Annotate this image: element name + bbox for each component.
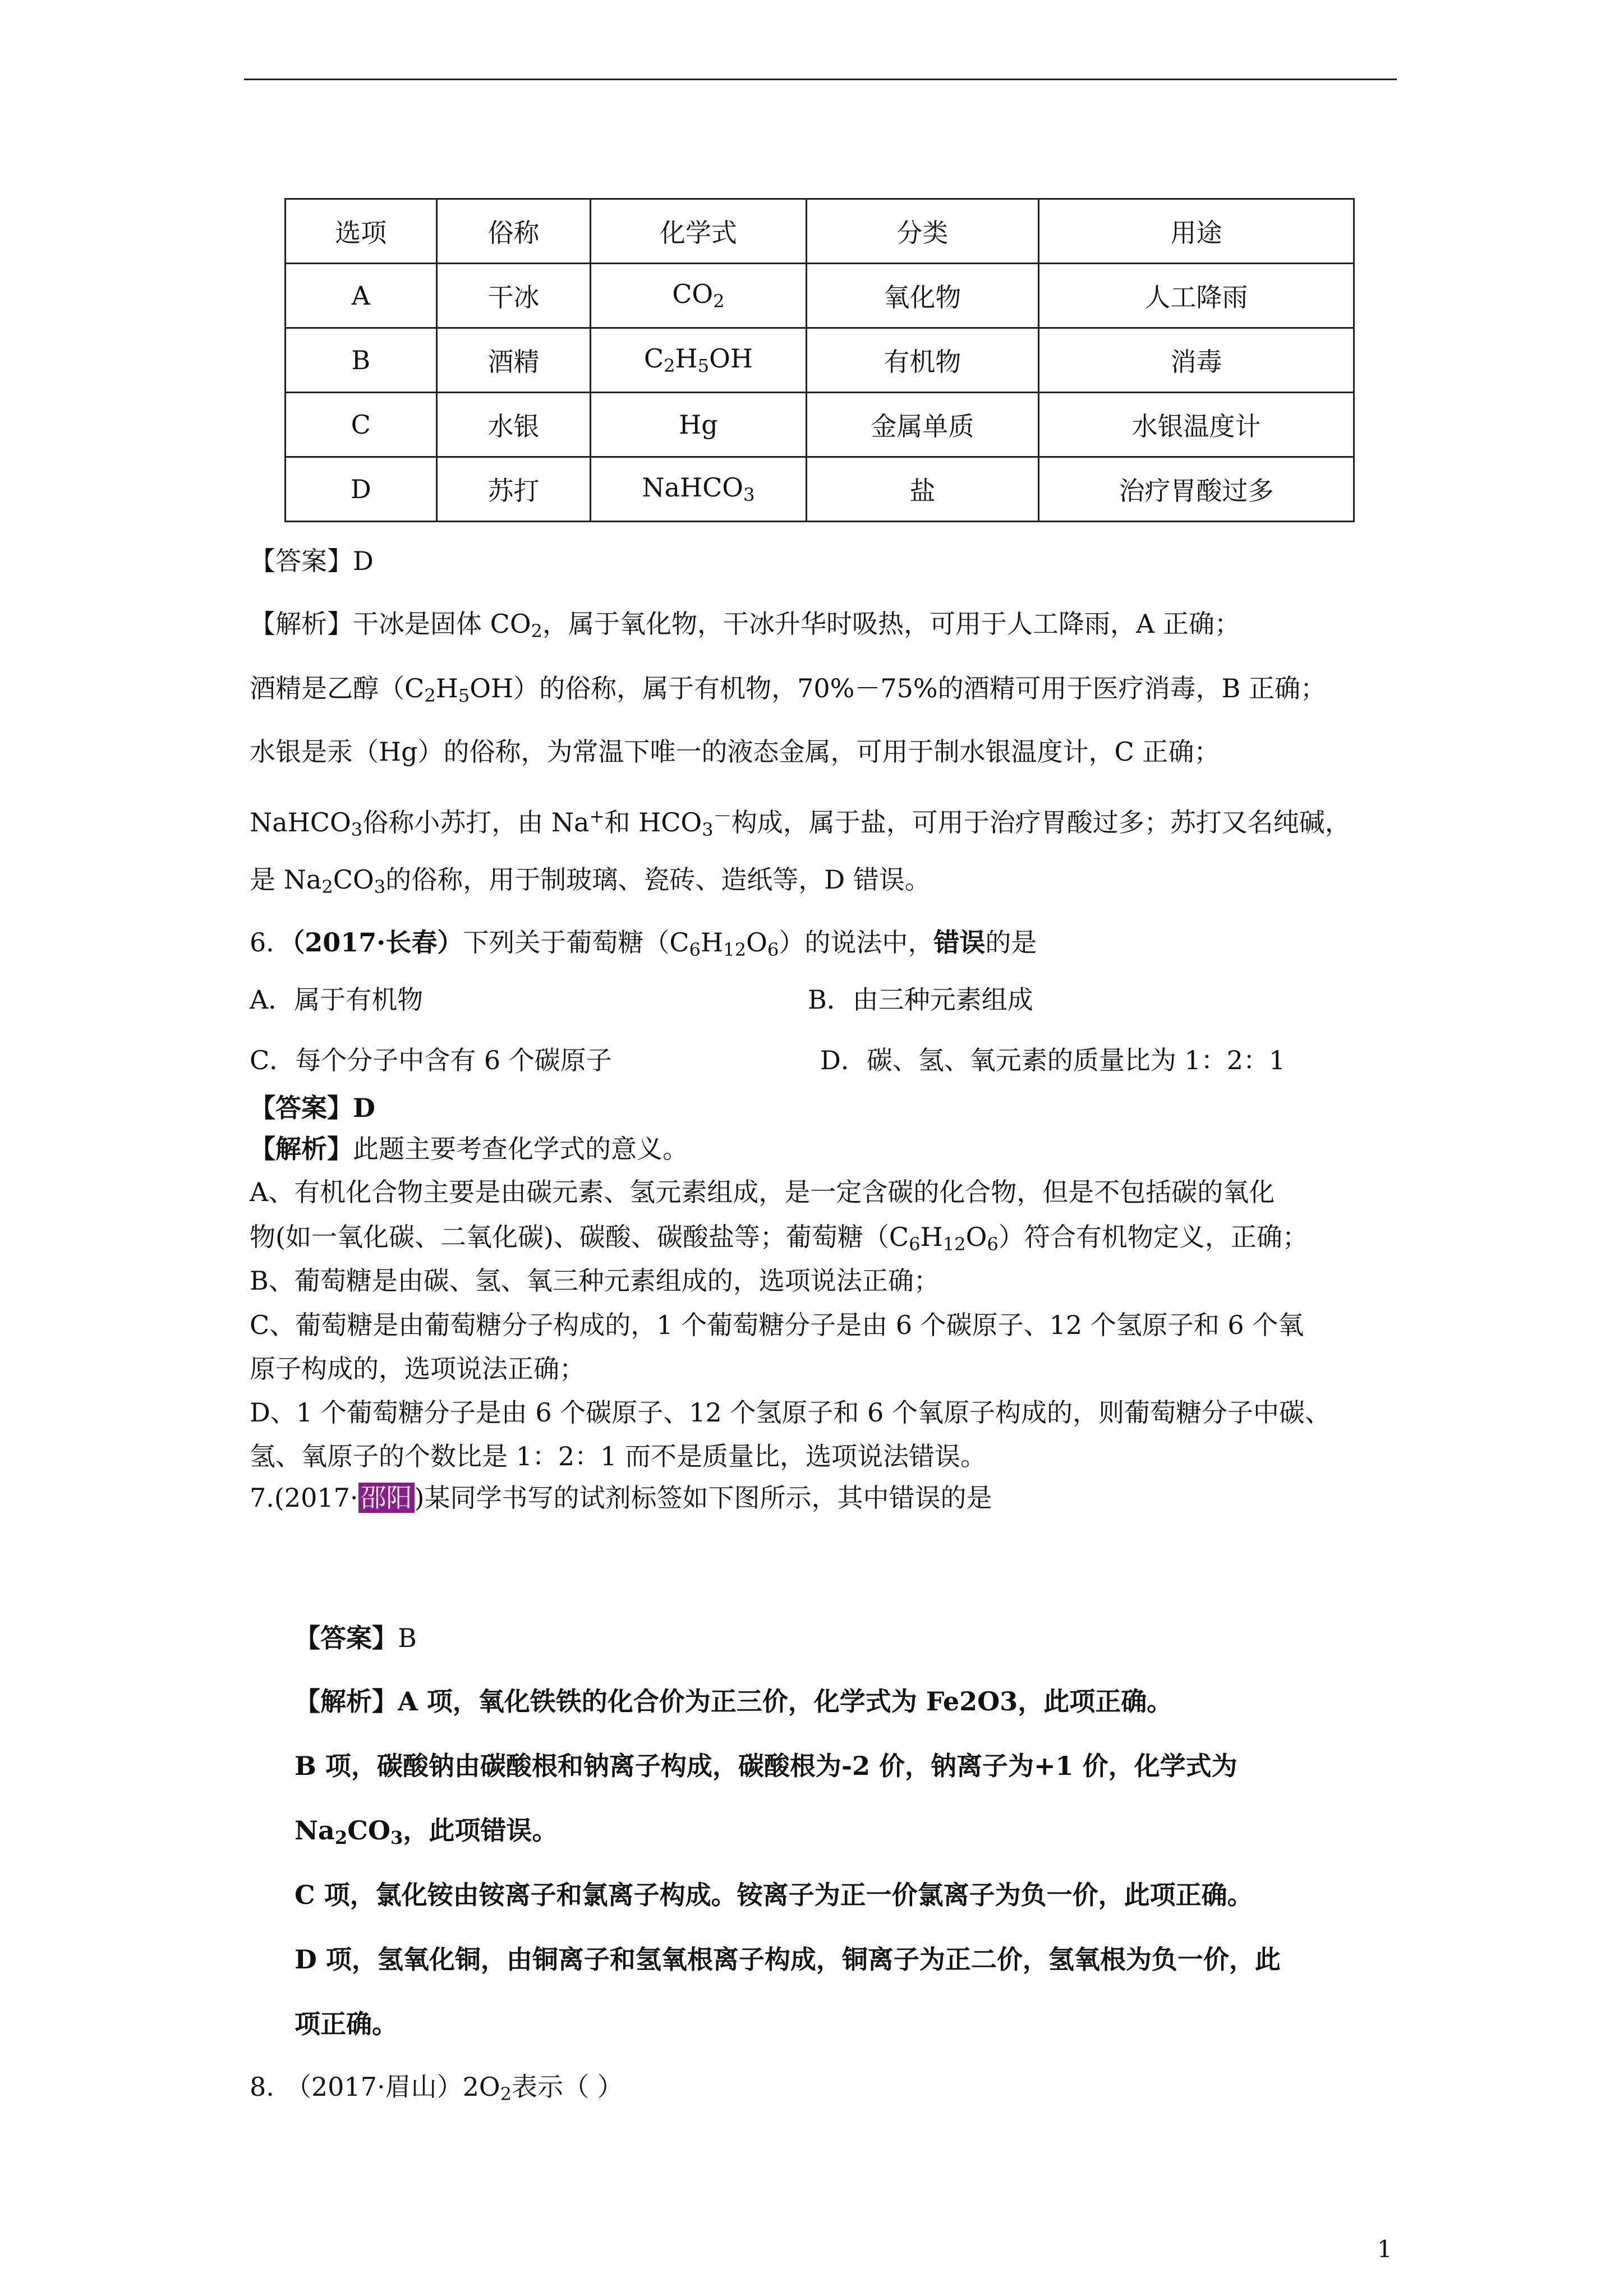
q7-answer: 【答案】B xyxy=(295,1623,417,1653)
table-header-row xyxy=(286,199,1354,264)
q6-stem: 6．（2017·长春）下列关于葡萄糖$(C_6H_{12}O_6)$的说法中，错误的是 xyxy=(250,927,1037,961)
table-cell: C xyxy=(286,393,437,457)
table-header: 俗称 xyxy=(436,199,591,264)
table-header: 化学式 xyxy=(591,199,807,264)
table-cell: 水银温度计 xyxy=(1038,393,1354,457)
table-cell: 有机物 xyxy=(806,328,1038,393)
q5-answer: 【答案】D xyxy=(250,546,374,576)
table-cell: D xyxy=(286,457,437,522)
q7-analysis-line: D 项，氢氧化铜，由铜离子和氢氧根离子构成，铜离子为正二价，氢氧根为负一价，此 xyxy=(295,1944,1281,1975)
table-cell-formula: NaHCO$_3$ xyxy=(591,457,807,522)
q6-analysis-line: 原子构成的，选项说法正确； xyxy=(250,1354,585,1384)
q5-analysis-line: 酒精是乙醇$(C_2H_5OH)$的俗称，属于有机物，70%－75%的酒精可用于医疗消毒，B 正确； xyxy=(250,673,1327,707)
q6-analysis-line: A、有机化合物主要是由碳元素、氢元素组成，是一定含碳的化合物，但是不包括碳的氧化 xyxy=(250,1177,1275,1207)
q5-analysis-line: 【解析】干冰是固体 $CO_2$，属于氧化物，干冰升华时吸热，可用于人工降雨，A 正确； xyxy=(250,609,1240,642)
table-cell: 消毒 xyxy=(1038,328,1354,393)
table-row xyxy=(286,393,1354,457)
q6-option-a: A．属于有机物 xyxy=(250,984,424,1015)
q6-analysis-line: 物(如一氧化碳、二氧化碳)、碳酸、碳酸盐等；葡萄糖$(C_6H_{12}O_6)$符合有机物定义，正确； xyxy=(250,1222,1308,1255)
q6-option-b: B．由三种元素组成 xyxy=(808,984,1033,1015)
q6-analysis-line: B、葡萄糖是由碳、氢、氧三种元素组成的，选项说法正确； xyxy=(250,1266,940,1296)
table-row xyxy=(286,328,1354,393)
table-cell: B xyxy=(286,328,437,393)
q7-analysis-line: C 项，氯化铵由铵离子和氯离子构成。铵离子为正一价氯离子为负一价，此项正确。 xyxy=(295,1880,1253,1910)
header-rule xyxy=(244,79,1397,80)
q6-option-d: D．碳、氢、氧元素的质量比为 1：2：1 xyxy=(820,1045,1286,1075)
table-header: 用途 xyxy=(1038,199,1354,264)
table-cell: 酒精 xyxy=(436,328,591,393)
table-cell: 治疗胃酸过多 xyxy=(1038,457,1354,522)
table-cell-formula: Hg xyxy=(591,393,807,457)
q7-analysis-line: 【解析】A 项，氧化铁铁的化合价为正三价，化学式为 Fe2O3，此项正确。 xyxy=(295,1686,1173,1717)
q5-analysis-line: 水银是汞（Hg）的俗称，为常温下唯一的液态金属，可用于制水银温度计，C 正确； xyxy=(250,737,1220,767)
table-cell: 苏打 xyxy=(436,457,591,522)
q5-analysis-line: 是 $Na_2CO_3$的俗称，用于制玻璃、瓷砖、造纸等，D 错误。 xyxy=(250,864,931,898)
q8-stem: 8. （2017·眉山）$2O_2$表示（ ） xyxy=(250,2072,623,2105)
q6-analysis-line: 氢、氧原子的个数比是 1：2：1 而不是质量比，选项说法错误。 xyxy=(250,1441,987,1471)
table-cell-formula: $C_2H_5OH$ xyxy=(591,328,807,393)
table-row xyxy=(286,264,1354,328)
q5-analysis-line: NaHCO$_3$俗称小苏打，由 Na+和 $HCO_3^-$构成，属于盐，可用于治疗胃酸过多；苏打又名纯碱， xyxy=(250,806,1351,841)
table-cell: 氧化物 xyxy=(806,264,1038,328)
table-cell: 水银 xyxy=(436,393,591,457)
q6-analysis-line: 【解析】此题主要考查化学式的意义。 xyxy=(250,1134,688,1164)
table-cell: 人工降雨 xyxy=(1038,264,1354,328)
q7-analysis-line: B 项，碳酸钠由碳酸根和钠离子构成，碳酸根为-2 价，钠离子为+1 价，化学式为 xyxy=(295,1751,1237,1781)
table-cell: A xyxy=(286,264,437,328)
highlighted-place: 邵阳 xyxy=(358,1483,415,1513)
table-header: 分类 xyxy=(806,199,1038,264)
table-cell-formula: $CO_2$ xyxy=(591,264,807,328)
table-cell: 干冰 xyxy=(436,264,591,328)
table-cell: 盐 xyxy=(806,457,1038,522)
table-row xyxy=(286,457,1354,522)
q7-analysis-line: 项正确。 xyxy=(295,2009,398,2039)
page-number: 1 xyxy=(1377,2235,1392,2263)
info-table xyxy=(284,198,1355,522)
q6-answer: 【答案】D xyxy=(250,1093,375,1123)
table-header: 选项 xyxy=(286,199,437,264)
q7-stem: 7.(2017·邵阳)某同学书写的试剂标签如下图所示，其中错误的是 xyxy=(250,1483,992,1513)
q6-analysis-line: C、葡萄糖是由葡萄糖分子构成的，1 个葡萄糖分子是由 6 个碳原子、12 个氢原子和 6 个氧 xyxy=(250,1310,1304,1340)
q7-analysis-line: $Na_2CO_3$，此项错误。 xyxy=(295,1815,558,1849)
q6-option-c: C．每个分子中含有 6 个碳原子 xyxy=(250,1045,612,1075)
q6-analysis-line: D、1 个葡萄糖分子是由 6 个碳原子、12 个氢原子和 6 个氧原子构成的，则葡萄糖分子中碳、 xyxy=(250,1397,1331,1428)
table-cell: 金属单质 xyxy=(806,393,1038,457)
